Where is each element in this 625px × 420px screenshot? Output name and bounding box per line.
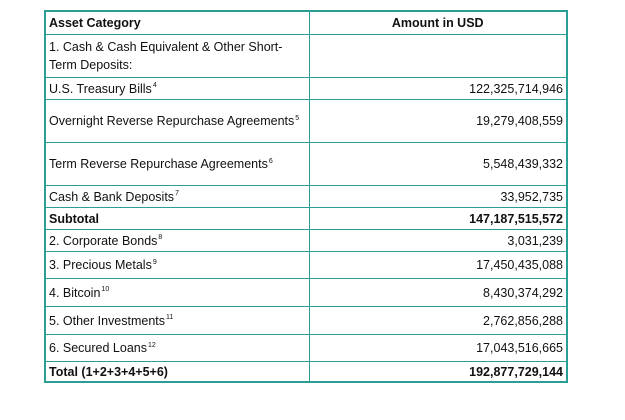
footnote-ref: 10 <box>101 286 110 294</box>
row-amount: 19,279,408,559 <box>309 100 567 143</box>
row-amount: 147,187,515,572 <box>309 208 567 230</box>
row-amount: 192,877,729,144 <box>309 362 567 383</box>
row-amount: 17,043,516,665 <box>309 335 567 362</box>
footnote-ref: 12 <box>148 341 156 349</box>
footnote-ref: 8 <box>158 234 163 242</box>
row-label: 4. Bitcoin$^{10}$ <box>45 279 309 307</box>
row-amount: 8,430,374,292 <box>309 279 567 307</box>
header-asset-category: Asset Category <box>45 11 309 35</box>
footnote-ref: 11 <box>166 314 174 322</box>
row-amount: 5,548,439,332 <box>309 143 567 186</box>
row-label: 5. Other Investments$^{11}$ <box>45 307 309 335</box>
row-label: 3. Precious Metals$^9$ <box>45 252 309 279</box>
row-amount: 17,450,435,088 <box>309 252 567 279</box>
table-row-term-repo <box>45 143 567 186</box>
table-header-row <box>45 11 567 35</box>
footnote-ref: 5 <box>295 114 300 122</box>
row-amount <box>309 35 567 78</box>
row-label: Overnight Reverse Repurchase Agreements$^5$ <box>45 100 309 143</box>
table-row-other-investments <box>45 307 567 335</box>
footnote-ref: 9 <box>152 258 157 266</box>
table-row-cash-bank-deposits <box>45 186 567 208</box>
row-amount: 122,325,714,946 <box>309 78 567 100</box>
table-row-subtotal <box>45 208 567 230</box>
footnote-ref: 4 <box>152 82 157 90</box>
table-row-total <box>45 362 567 383</box>
row-label: 1. Cash & Cash Equivalent & Other Short-Term Deposits: <box>45 35 309 78</box>
row-label: 2. Corporate Bonds$^8$ <box>45 230 309 252</box>
table-row-treasury-bills <box>45 78 567 100</box>
footnote-ref: 7 <box>175 190 179 198</box>
row-label: Cash & Bank Deposits$^7$ <box>45 186 309 208</box>
row-amount: 33,952,735 <box>309 186 567 208</box>
reserves-table <box>44 10 568 383</box>
header-amount-usd: Amount in USD <box>309 11 567 35</box>
table-row-bitcoin <box>45 279 567 307</box>
row-label: Term Reverse Repurchase Agreements$^6$ <box>45 143 309 186</box>
table-row-overnight-repo <box>45 100 567 143</box>
row-amount: 3,031,239 <box>309 230 567 252</box>
row-label: Total (1+2+3+4+5+6) <box>45 362 309 383</box>
row-amount: 2,762,856,288 <box>309 307 567 335</box>
table-row-cash-heading <box>45 35 567 78</box>
table-row-corporate-bonds <box>45 230 567 252</box>
row-label: Subtotal <box>45 208 309 230</box>
row-label: 6. Secured Loans$^{12}$ <box>45 335 309 362</box>
row-label: U.S. Treasury Bills$^4$ <box>45 78 309 100</box>
footnote-ref: 6 <box>268 157 273 165</box>
table-row-secured-loans <box>45 335 567 362</box>
table-row-precious-metals <box>45 252 567 279</box>
